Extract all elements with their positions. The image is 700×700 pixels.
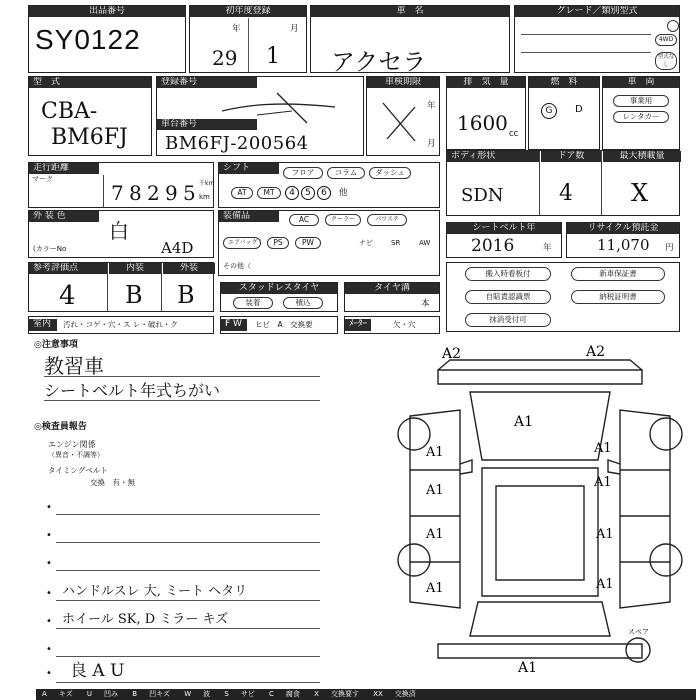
doc-deregistration: 抹消受付可 — [465, 313, 551, 327]
interior-label: 内装 — [109, 263, 161, 274]
first-reg-year: 29 — [212, 46, 238, 70]
lot-number-label: 出品番号 — [29, 6, 185, 17]
grade-dot — [667, 20, 679, 32]
equip-navi: ナビ — [359, 239, 373, 247]
color-box — [28, 210, 214, 258]
shift-5: 5 — [301, 186, 315, 200]
model-line-1: CBA- — [41, 99, 98, 124]
capacity-value: X — [631, 179, 649, 207]
first-registration-box — [189, 5, 307, 73]
fuel-box — [528, 76, 600, 150]
bullet-2: • — [46, 530, 52, 541]
diagram-mark-left-4: A1 — [426, 581, 444, 596]
doc-signboard: 搬入時看板付 — [465, 267, 551, 281]
inspector-hw-1: ハンドルスレ 大, ミート ヘタリ — [62, 584, 248, 599]
notes-line-2: シートベルト年式ちがい — [44, 381, 221, 400]
audio-text: 欠・穴 — [393, 320, 416, 329]
lot-number-value: SY0122 — [35, 24, 141, 55]
equip-powersteering: パワステ — [367, 214, 407, 226]
notes-rule-1 — [44, 376, 320, 377]
equip-other: その他（ — [223, 262, 251, 270]
body-divider-2 — [601, 151, 602, 215]
doc-insurance: 自賠責認識票 — [465, 290, 551, 304]
equipment-box — [218, 210, 440, 276]
usage-rental: レンタカー — [613, 111, 669, 123]
fw-box — [220, 316, 338, 334]
legend-xx: XX — [373, 690, 383, 698]
fuel-g-option: G — [541, 103, 557, 119]
diagram-mark-a2-left: A2 — [442, 346, 462, 362]
color-label: 外 装 色 — [29, 211, 99, 222]
usage-business: 事業用 — [613, 95, 669, 107]
inspector-timing: タイミングベルト — [48, 466, 108, 475]
color-code-label: (カラーNo — [33, 245, 67, 253]
mileage-unit: km — [199, 193, 210, 201]
equip-aw: AW — [419, 239, 431, 247]
diagram-mark-right-2: A1 — [594, 475, 612, 490]
month-unit: 月 — [290, 24, 299, 34]
mileage-label: 走行距離 — [29, 163, 99, 174]
diagram-mark-left-2: A1 — [426, 483, 444, 498]
studless-box — [220, 282, 338, 312]
displacement-label: 排 気 量 — [447, 77, 525, 88]
inspector-hw-2: ホイール SK, D ミラー キズ — [62, 612, 229, 627]
inspector-engine: エンジン関係 — [48, 440, 96, 449]
legend-a-text: キズ — [58, 690, 73, 698]
mileage-digit-3: 2 — [147, 181, 160, 205]
doors-value: 4 — [559, 181, 573, 206]
spare-label: スペア — [628, 628, 649, 636]
notes-rule-2 — [44, 400, 320, 401]
interior-notes-label: 室内 — [29, 319, 57, 331]
car-diagram — [390, 340, 690, 680]
usage-box — [602, 76, 680, 150]
legend-x-text: 交換要す — [330, 690, 359, 698]
car-name-box — [310, 5, 510, 76]
body-value: SDN — [461, 185, 504, 206]
grade-box — [514, 5, 680, 73]
bullet-5: • — [46, 616, 52, 627]
fuel-label: 燃 料 — [529, 77, 599, 88]
bullet-7: • — [46, 668, 52, 679]
inspector-timing-sub: 交換 有・無 — [90, 478, 135, 487]
fuel-d-option: D — [575, 104, 583, 115]
bullet-6: • — [46, 644, 52, 655]
diagram-mark-rear: A1 — [518, 660, 538, 676]
notes-line-1: 教習車 — [44, 354, 104, 378]
registration-box — [156, 76, 364, 156]
equip-sr: SR — [391, 239, 401, 247]
equip-ac: AC — [289, 214, 319, 226]
badge-no-model: 型式なし — [655, 52, 677, 70]
first-registration-label: 初年度登録 — [190, 6, 306, 17]
scores-box — [28, 262, 214, 312]
legend-s-text: サビ — [240, 690, 255, 698]
legend-c: C — [269, 690, 274, 698]
diagram-mark-hood: A1 — [514, 414, 534, 430]
seatbelt-label: シートベルト年 — [447, 223, 561, 234]
diagram-mark-left-1: A1 — [426, 445, 444, 460]
bullet-1: • — [46, 502, 52, 513]
model-label: 型 式 — [29, 77, 151, 88]
mileage-digit-1: 7 — [111, 181, 124, 205]
shift-4: 4 — [285, 186, 299, 200]
mileage-marker: マーク — [32, 175, 53, 183]
interior-notes-text: 汚れ・コゲ・穴・ス レ・破れ・ク — [63, 320, 178, 329]
notes-label: ◎注意事項 — [34, 340, 78, 350]
equip-pw: PW — [295, 237, 321, 249]
doors-label: ドア数 — [541, 151, 601, 162]
recycle-label: リサイクル預託金 — [567, 223, 679, 234]
shaken-box — [366, 76, 440, 156]
fw-text: ヒビ A 交換要 — [255, 320, 313, 329]
badge-4wd: 4WD — [655, 34, 677, 46]
tire-label: タイヤ溝 — [345, 283, 439, 294]
score-value: 4 — [59, 281, 76, 311]
doc-tax: 納税証明書 — [571, 290, 665, 304]
mileage-digit-4: 9 — [165, 181, 178, 205]
inspector-label: ◎検査員報告 — [34, 422, 87, 432]
mileage-digit-5: 5 — [183, 181, 196, 205]
lot-number-box — [28, 5, 186, 73]
equip-airbag: エアバッグ — [223, 237, 261, 249]
car-name-label: 車 名 — [311, 6, 509, 17]
recycle-box — [566, 222, 680, 258]
inspector-rule-4 — [56, 600, 320, 601]
studless-mounted: 装着 — [233, 297, 273, 309]
diagram-mark-right-3: A1 — [596, 527, 614, 542]
seatbelt-value: 2016 — [471, 236, 515, 256]
mileage-box — [28, 162, 214, 208]
body-divider-1 — [539, 151, 540, 215]
legend-w-text: 波 — [203, 690, 211, 698]
grade-line-1 — [521, 34, 651, 35]
exterior-value: B — [177, 281, 195, 309]
inspector-rule-2 — [56, 542, 320, 543]
recycle-value: 11,070 — [597, 236, 650, 254]
legend-w: W — [184, 690, 192, 698]
grade-label: グレード／類別型式 — [515, 6, 679, 17]
seatbelt-box — [446, 222, 562, 258]
legend-c-text: 腐食 — [285, 690, 300, 698]
seatbelt-unit: 年 — [543, 243, 552, 253]
chassis-label: 車台番号 — [157, 119, 257, 130]
inspector-engine-sub: （異音・不調等） — [48, 451, 104, 459]
diagram-mark-left-3: A1 — [426, 527, 444, 542]
color-code: A4D — [161, 239, 194, 257]
score-divider-1 — [107, 263, 108, 311]
model-line-2: BM6FJ — [51, 125, 128, 150]
recycle-unit: 円 — [665, 243, 674, 253]
studless-loaded: 積込 — [283, 297, 323, 309]
shaken-label: 車検期限 — [367, 77, 439, 88]
tire-box — [344, 282, 440, 312]
equip-ps: PS — [267, 237, 289, 249]
color-value: 白 — [109, 219, 129, 243]
legend-u: U — [86, 690, 93, 698]
shaken-year-unit: 年 — [427, 101, 436, 111]
legend-b: B — [132, 690, 138, 698]
legend-a: A — [42, 690, 47, 698]
shift-6: 6 — [317, 186, 331, 200]
mileage-unit-thousand: 千km — [199, 180, 215, 187]
inspector-rule-7 — [56, 682, 320, 683]
year-unit: 年 — [232, 24, 241, 34]
legend-b-text: 凹キズ — [149, 690, 170, 698]
documents-box — [446, 262, 680, 332]
displacement-box — [446, 76, 526, 150]
shift-at: AT — [231, 187, 253, 199]
score-divider-2 — [161, 263, 162, 311]
legend-s: S — [224, 690, 229, 698]
shift-dash: ダッシュ — [369, 167, 411, 179]
interior-value: B — [125, 281, 143, 309]
shift-box — [218, 162, 440, 208]
shift-mt: MT — [257, 187, 281, 199]
registration-label: 登録番号 — [157, 77, 257, 88]
diagram-mark-right-4: A1 — [596, 577, 614, 592]
exterior-label: 外装 — [163, 263, 215, 274]
chassis-value: BM6FJ-200564 — [165, 133, 309, 154]
legend-bar — [36, 689, 696, 700]
inspector-rule-5 — [56, 628, 320, 629]
shift-other: 他 — [339, 188, 348, 198]
inspector-hw-3: 良 A U — [70, 661, 125, 681]
legend-xx-text: 交換済 — [394, 690, 416, 698]
score-label: 参考評価点 — [29, 263, 107, 274]
bullet-3: • — [46, 558, 52, 569]
legend-x: X — [314, 690, 319, 698]
shaken-cross — [379, 99, 419, 145]
shift-column: コラム — [327, 167, 365, 179]
equipment-label: 装備品 — [219, 211, 279, 222]
shaken-month-unit: 月 — [427, 139, 436, 149]
displacement-unit: cc — [509, 129, 519, 139]
grade-line-2 — [521, 52, 651, 53]
bullet-4: • — [46, 588, 52, 599]
diagram-mark-a2-right: A2 — [586, 344, 606, 360]
doc-warranty: 新車保証書 — [571, 267, 665, 281]
body-box — [446, 150, 680, 216]
displacement-value: 1600 — [457, 111, 508, 135]
inspector-rule-1 — [56, 514, 320, 515]
usage-label: 車 両 — [603, 77, 679, 88]
studless-label: スタッドレスタイヤ — [221, 283, 337, 294]
first-reg-month: 1 — [266, 44, 280, 69]
shift-floor: フロア — [283, 167, 323, 179]
model-box — [28, 76, 152, 156]
first-reg-divider — [248, 18, 249, 72]
shift-label: シフト — [219, 163, 279, 174]
audio-box — [344, 316, 440, 334]
equip-cooler: クーラー — [325, 214, 361, 226]
fw-label: F W — [221, 319, 247, 331]
tire-unit: 本 — [421, 299, 430, 309]
capacity-label: 最大積載量 — [603, 151, 681, 162]
diagram-mark-right-1: A1 — [594, 441, 612, 456]
body-label: ボディ形状 — [447, 151, 539, 162]
legend-u-text: 凹み — [104, 690, 119, 698]
audio-label: ﾒｰﾀｰ — [345, 319, 371, 331]
inspector-rule-3 — [56, 570, 320, 571]
car-name-value: アクセラ — [331, 48, 427, 76]
mileage-digit-2: 8 — [129, 181, 142, 205]
interior-notes-box — [28, 316, 214, 334]
